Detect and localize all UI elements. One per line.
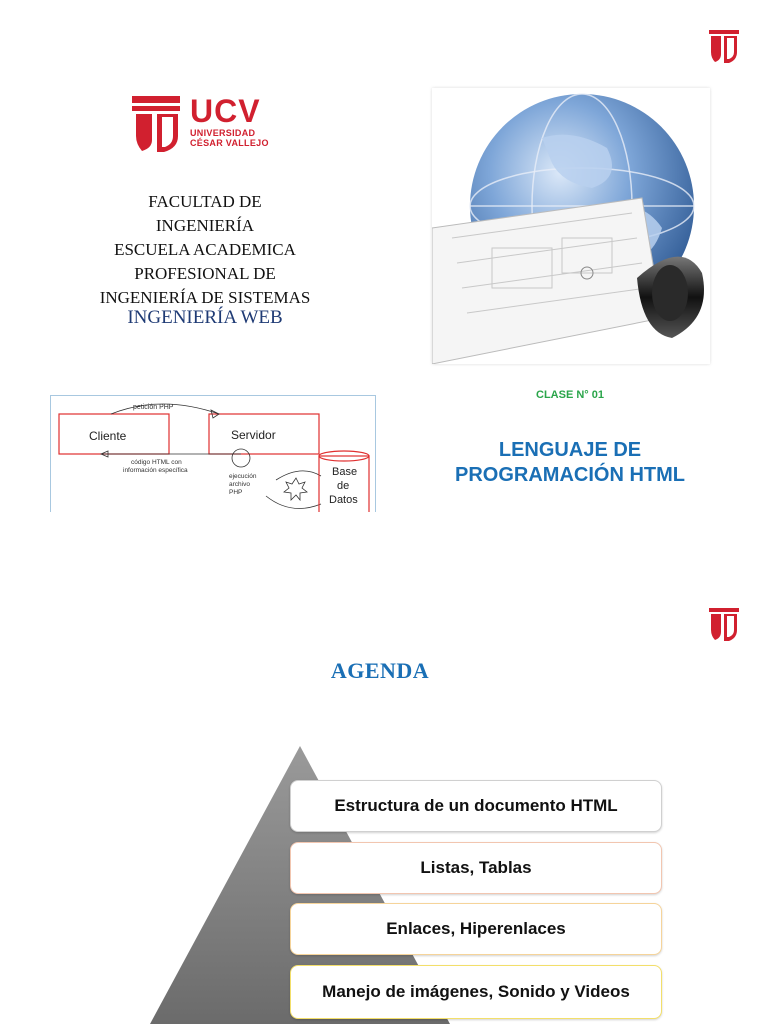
ucv-crest-icon: [130, 94, 182, 152]
faculty-line: INGENIERÍA: [155, 216, 255, 235]
faculty-line: ESCUELA ACADEMICA: [114, 240, 296, 259]
slide-title-line: LENGUAJE DE: [498, 439, 642, 461]
agenda-slide: [0, 512, 768, 1024]
faculty-line: PROFESIONAL DE: [134, 264, 276, 283]
ucv-logo: [130, 94, 280, 154]
response-line2: información específica: [123, 467, 188, 474]
client-server-diagram: [50, 395, 376, 512]
client-label: Cliente: [89, 429, 127, 443]
slide-title-line: PROGRAMACIÓN HTML: [455, 464, 685, 486]
agenda-item-links[interactable]: Enlaces, Hiperenlaces: [290, 903, 662, 955]
db-line3: Datos: [329, 494, 358, 506]
slide-title: [420, 438, 720, 488]
ucv-line2: CÉSAR VALLEJO: [190, 138, 269, 148]
server-label: Servidor: [231, 428, 276, 442]
response-line1: código HTML con: [131, 459, 182, 466]
agenda-item-lists-tables[interactable]: Listas, Tablas: [290, 842, 662, 894]
db-line2: de: [337, 480, 350, 492]
db-line1: Base: [332, 466, 358, 478]
agenda-item-media[interactable]: Manejo de imágenes, Sonido y Videos: [290, 965, 662, 1019]
faculty-line: FACULTAD DE: [148, 192, 262, 211]
ucv-brand: UCV: [190, 93, 261, 129]
ucv-shield-icon: [707, 26, 741, 64]
agenda-title: AGENDA: [330, 658, 430, 683]
architecture-diagram: [51, 396, 375, 512]
globe-blueprint-image: [432, 88, 710, 364]
exec-line1: ejecución: [229, 473, 257, 480]
agenda-item-structure[interactable]: Estructura de un documento HTML: [290, 780, 662, 832]
ucv-line1: UNIVERSIDAD: [190, 128, 256, 138]
exec-line3: PHP: [229, 489, 243, 496]
request-label: petición PHP: [133, 404, 174, 411]
class-number: CLASE N° 01: [536, 389, 604, 401]
explosion-icon: [284, 478, 307, 500]
faculty-block: [60, 190, 350, 310]
faculty-line: INGENIERÍA DE SISTEMAS: [99, 288, 311, 307]
globe-icon: [432, 88, 710, 364]
ucv-shield-icon: [707, 604, 741, 642]
exec-line2: archivo: [229, 481, 250, 488]
course-name: INGENIERÍA WEB: [127, 307, 283, 328]
